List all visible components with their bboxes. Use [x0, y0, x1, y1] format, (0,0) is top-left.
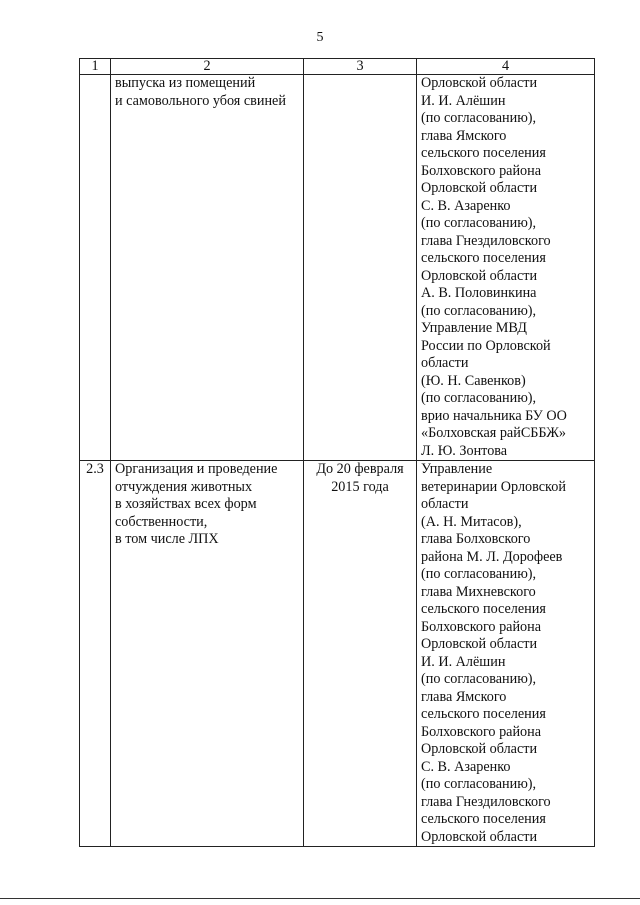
cell-line: Болховского района	[421, 162, 542, 179]
cell-line: Орловской области	[421, 75, 538, 91]
column-header-3: 3	[304, 59, 417, 75]
cell-line: (по согласованию),	[421, 776, 537, 792]
cell-line: (по согласованию),	[421, 215, 537, 231]
cell-line: Болховского района	[421, 618, 542, 635]
cell-line: России по Орловской	[421, 337, 551, 354]
cell-line: сельского поселения	[421, 601, 546, 617]
event-cell	[111, 75, 304, 461]
cell-line: отчуждения животных	[115, 478, 253, 495]
cell-line: Орловской области	[421, 180, 538, 196]
cell-line: С. В. Азаренко	[421, 197, 511, 214]
column-header-1: 1	[80, 59, 111, 75]
page-bottom-rule	[0, 898, 640, 899]
cell-line: района М. Л. Дорофеев	[421, 548, 563, 565]
cell-line: Организация и проведение	[115, 461, 278, 477]
cell-line: «Болховская райСББЖ»	[421, 425, 567, 441]
cell-line: До 20 февраля	[316, 461, 404, 477]
measures-table	[79, 58, 595, 847]
cell-line: выпуска из помещений	[115, 75, 256, 91]
cell-line: сельского поселения	[421, 145, 546, 161]
cell-line: области	[421, 496, 469, 512]
responsible-cell	[417, 75, 595, 461]
cell-line: глава Ямского	[421, 688, 507, 705]
cell-line: Л. Ю. Зонтова	[421, 442, 508, 459]
cell-line: Болховского района	[421, 723, 542, 740]
table-row	[80, 75, 595, 461]
cell-line: (по согласованию),	[421, 110, 537, 126]
cell-line: Орловской области	[421, 828, 538, 845]
cell-line: ветеринарии Орловской	[421, 478, 566, 495]
cell-line: Управление МВД	[421, 320, 527, 336]
responsible-cell	[417, 461, 595, 847]
cell-line: врио начальника БУ ОО	[421, 407, 567, 424]
column-header-4: 4	[417, 59, 595, 75]
cell-line: А. В. Половинкина	[421, 285, 537, 301]
cell-line: глава Ямского	[421, 127, 507, 144]
cell-line: (Ю. Н. Савенков)	[421, 372, 526, 389]
deadline-cell	[304, 75, 417, 461]
cell-line: и самовольного убоя свиней	[115, 92, 286, 109]
cell-line: 2015 года	[331, 478, 389, 495]
cell-line: сельского поселения	[421, 706, 546, 722]
cell-line: в том числе ЛПХ	[115, 531, 219, 547]
cell-line: глава Гнездиловского	[421, 232, 551, 249]
cell-line: Орловской области	[421, 741, 538, 757]
event-cell	[111, 461, 304, 847]
cell-line: (по согласованию),	[421, 671, 537, 687]
cell-line: Управление	[421, 461, 493, 477]
cell-line: (А. Н. Митасов),	[421, 513, 522, 530]
cell-line: сельского поселения	[421, 250, 546, 266]
cell-line: глава Гнездиловского	[421, 793, 551, 810]
page-number: 5	[316, 30, 324, 45]
cell-line: С. В. Азаренко	[421, 758, 511, 775]
cell-line: (по согласованию),	[421, 566, 537, 582]
table-header-row	[80, 59, 595, 75]
table-row	[80, 461, 595, 847]
row-number-cell: 2.3	[80, 461, 111, 847]
cell-line: сельского поселения	[421, 811, 546, 827]
deadline-cell	[304, 461, 417, 847]
cell-line: собственности,	[115, 513, 208, 530]
cell-line: Орловской области	[421, 636, 538, 652]
cell-line: (по согласованию),	[421, 302, 537, 319]
row-number-cell	[80, 75, 111, 461]
cell-line: области	[421, 355, 469, 371]
cell-line: глава Болховского	[421, 531, 531, 547]
cell-line: Орловской области	[421, 267, 538, 284]
cell-line: в хозяйствах всех форм	[115, 496, 257, 512]
cell-line: И. И. Алёшин	[421, 92, 506, 109]
column-header-2: 2	[111, 59, 304, 75]
cell-line: И. И. Алёшин	[421, 653, 506, 670]
cell-line: (по согласованию),	[421, 390, 537, 406]
cell-line: глава Михневского	[421, 583, 536, 600]
